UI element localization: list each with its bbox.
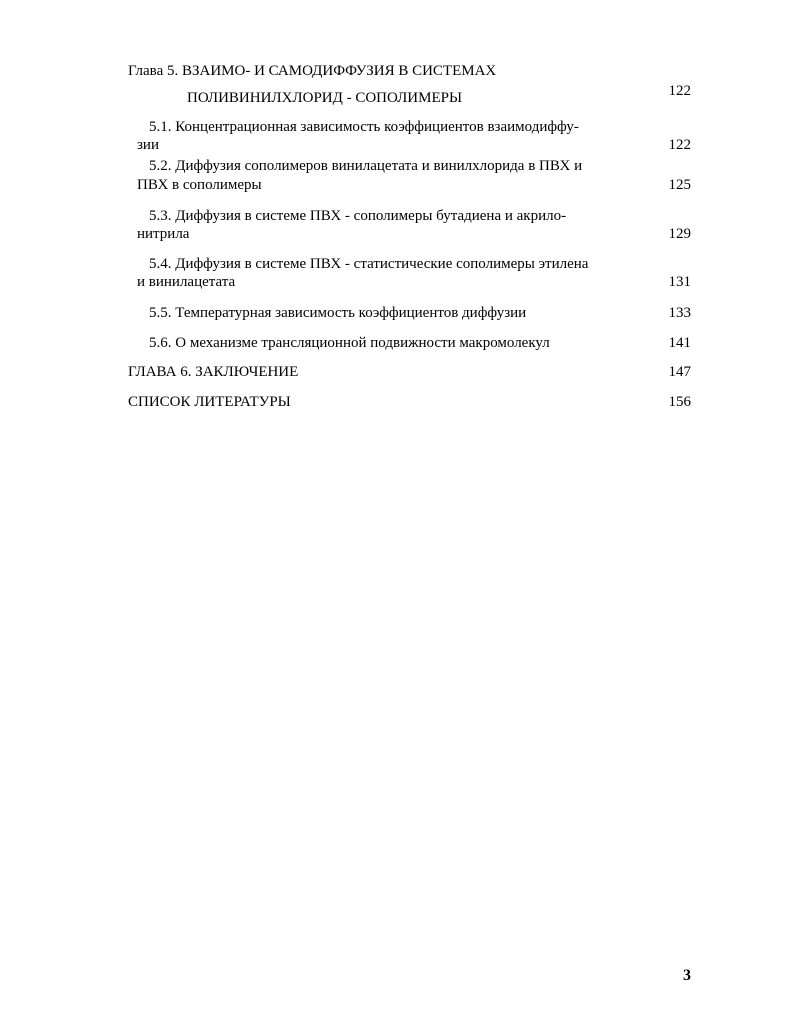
references-title: СПИСОК ЛИТЕРАТУРЫ bbox=[128, 394, 291, 410]
references-page: 156 bbox=[668, 394, 691, 410]
section-5-1-page: 122 bbox=[668, 137, 691, 153]
section-5-1-line1: 5.1. Концентрационная зависимость коэффициентов взаимодиффу- bbox=[149, 119, 579, 135]
section-5-4-line1: 5.4. Диффузия в системе ПВХ - статистические сополимеры этилена bbox=[149, 256, 589, 272]
section-5-5-page: 133 bbox=[668, 305, 691, 321]
section-5-3-line1: 5.3. Диффузия в системе ПВХ - сополимеры бутадиена и акрило- bbox=[149, 208, 567, 224]
section-5-3-line2: нитрила bbox=[137, 226, 190, 242]
section-5-4-page: 131 bbox=[668, 274, 691, 290]
section-5-1-line2: зии bbox=[137, 137, 159, 153]
section-5-5-line1: 5.5. Температурная зависимость коэффициентов диффузии bbox=[149, 305, 527, 321]
chapter5-title-line1: Глава 5. ВЗАИМО- И САМОДИФФУЗИЯ В СИСТЕМАХ bbox=[128, 63, 497, 79]
section-5-3-page: 129 bbox=[668, 226, 691, 242]
section-5-6-line1: 5.6. О механизме трансляционной подвижности макромолекул bbox=[149, 335, 550, 351]
section-5-4-line2: и винилацетата bbox=[137, 274, 236, 290]
section-5-2-line2: ПВХ в сополимеры bbox=[137, 177, 262, 193]
section-5-2-line1: 5.2. Диффузия сополимеров винилацетата и винилхлорида в ПВХ и bbox=[149, 158, 583, 174]
chapter6-title: ГЛАВА 6. ЗАКЛЮЧЕНИЕ bbox=[128, 364, 299, 380]
chapter5-page: 122 bbox=[668, 83, 691, 99]
chapter6-page: 147 bbox=[668, 364, 691, 380]
section-5-2-page: 125 bbox=[668, 177, 691, 193]
chapter5-title-line2: ПОЛИВИНИЛХЛОРИД - СОПОЛИМЕРЫ bbox=[187, 90, 463, 106]
section-5-6-page: 141 bbox=[668, 335, 691, 351]
page-number: 3 bbox=[683, 967, 691, 984]
